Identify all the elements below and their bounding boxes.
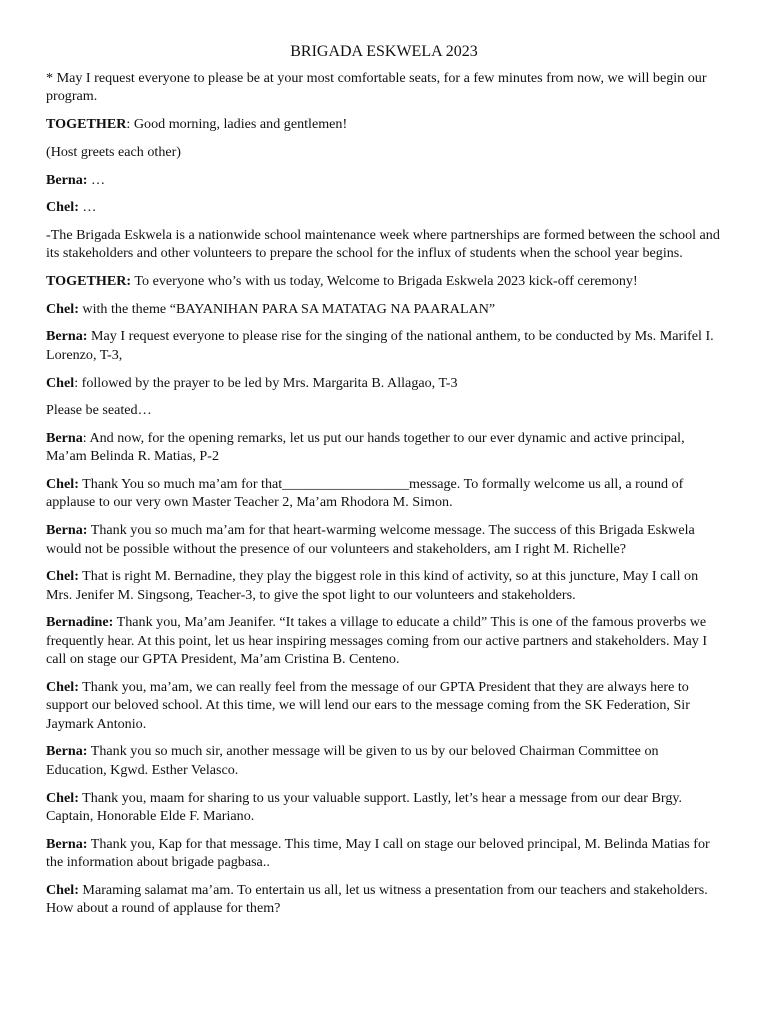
document-title: BRIGADA ESKWELA 2023 [290,43,478,60]
paragraph-berna-chairman: Berna: Thank you so much sir, another message will be given to us by our beloved Chairman Committee on Education, Kgwd. Esther Velasco. [46,743,659,778]
paragraph-bernadine-proverb: Bernadine: Thank you, Ma’am Jeanifer. “It takes a village to educate a child” This is one of the famous proverbs we frequently hear. At this point, let us hear inspiring messages coming from our active partners and stakeholders. May I call on stage our GPTA President, Ma’am Cristina B. Centeno. [46,614,708,668]
paragraph-stage-direction: (Host greets each other) [46,143,182,160]
paragraph-berna-anthem: Berna: May I request everyone to please rise for the singing of the national anthem, to be conducted by Ms. Marifel I. Lorenzo, T-3, [46,328,714,363]
speaker-label: Berna: [46,171,88,188]
paragraph-berna-principal: Berna: Thank you, Kap for that message. This time, May I call on stage our beloved principal, M. Belinda Matias for the information about brigade pagbasa.. [46,835,710,871]
speaker-label: Chel: [46,678,79,695]
paragraph-berna-volunteers: Berna: Thank you so much ma’am for that heart-warming welcome message. The success of this Brigada Eskwela would not be possible without the presence of our volunteers and stakeholders, am I right M. Richelle? [46,522,695,557]
speaker-label: Berna: [46,835,88,852]
paragraph-chel-theme: Chel: with the theme “BAYANIHAN PARA SA MATATAG NA PAARALAN” [46,300,496,317]
speaker-label: Chel: [46,789,79,806]
paragraph-be-seated: Please be seated… [46,402,152,419]
speaker-label: Chel: [46,476,79,493]
speaker-label: Berna: [46,522,88,539]
speaker-label: Berna: [46,328,88,345]
paragraph-berna-opening-remarks: Berna: And now, for the opening remarks, let us put our hands together to our ever dynamic and active principal, Ma’am Belinda R. Matias, P-2 [46,429,685,465]
speaker-label: TOGETHER [46,116,127,133]
paragraph-together-welcome: TOGETHER: To everyone who’s with us today, Welcome to Brigada Eskwela 2023 kick-off ceremony! [46,273,638,290]
paragraph-chel-gpta: Chel: Thank you, ma’am, we can really feel from the message of our GPTA President that they are always here to support our beloved school. At this time, we will lend our ears to the message coming from the SK Federation, Sir Jaymark Antonio. [46,678,690,732]
paragraph-chel-prayer: Chel: followed by the prayer to be led by Mrs. Margarita B. Allagao, T-3 [46,374,458,391]
paragraph-chel-welcome-message: Chel: Thank You so much ma’am for that__________________message. To formally welcome us all, a round of applause to our very own Master Teacher 2, Ma’am Rhodora M. Simon. [46,476,684,511]
paragraph-chel-spotlight: Chel: That is right M. Bernadine, they play the biggest role in this kind of activity, so at this juncture, May I call on Mrs. Jenifer M. Singsong, Teacher-3, to give the spot light to our volunteers and stakeholders. [46,568,699,603]
paragraph-together-greeting: TOGETHER: Good morning, ladies and gentlemen! [46,116,348,133]
speaker-label: Chel: [46,568,79,585]
paragraph-berna-greet: Berna: … [46,171,106,188]
paragraph-chel-greet: Chel: … [46,199,97,216]
speaker-label: Chel: [46,199,79,216]
paragraph-chel-presentation: Chel: Maraming salamat ma’am. To entertain us all, let us witness a presentation from our teachers and stakeholders. How about a round of applause for them? [46,881,708,917]
paragraph-chel-captain: Chel: Thank you, maam for sharing to us your valuable support. Lastly, let’s hear a message from our dear Brgy. Captain, Honorable Elde F. Mariano. [46,789,683,824]
paragraph-intro-request: * May I request everyone to please be at your most comfortable seats, for a few minutes from now, we will begin our program. [46,70,707,105]
speaker-label: TOGETHER: [46,273,132,290]
speaker-label: Chel: [46,300,79,317]
speaker-label: Berna: [46,743,88,760]
speaker-label: Chel: [46,881,79,898]
speaker-label: Chel [46,374,75,391]
speaker-label: Berna [46,429,83,446]
paragraph-brigada-description: -The Brigada Eskwela is a nationwide school maintenance week where partnerships are formed between the school and its stakeholders and other volunteers to prepare the school for the influx of students when the school year begins. [46,226,720,262]
speaker-label: Bernadine: [46,614,114,631]
document-page [46,41,722,927]
